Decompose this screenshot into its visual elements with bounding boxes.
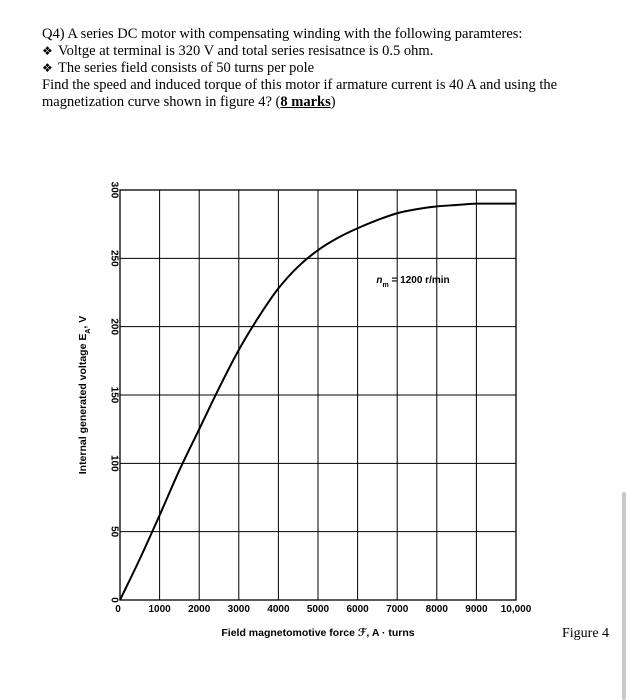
question-heading: Q4) A series DC motor with compensating winding with the following paramteres: (42, 26, 523, 42)
annotation-subscript: m (382, 281, 389, 289)
x-tick-label: 7000 (386, 604, 409, 615)
y-tick-label: 250 (108, 249, 120, 267)
y-tick-label: 0 (108, 597, 120, 603)
x-tick-label: 6000 (346, 604, 369, 615)
scrollbar[interactable] (622, 492, 626, 700)
speed-annotation (376, 275, 449, 289)
y-axis-label-main: Internal generated voltage E (77, 333, 89, 475)
figure-caption: Figure 4 (562, 626, 610, 641)
x-tick-label: 2000 (188, 604, 211, 615)
x-tick-label: 4000 (267, 604, 290, 615)
chart-grid (120, 190, 516, 600)
diamond-star-icon: ❖ (42, 61, 53, 75)
bullet-text: Voltge at terminal is 320 V and total series resisatnce is 0.5 ohm. (58, 43, 434, 59)
x-tick-label: 10,000 (500, 604, 532, 615)
bullet-text: The series field consists of 50 turns per pole (58, 60, 315, 76)
x-tick-label: 5000 (306, 604, 330, 615)
y-tick-label: 200 (108, 318, 120, 336)
x-tick-label: 0 (115, 604, 121, 615)
diamond-star-icon: ❖ (42, 44, 53, 58)
y-tick-label: 300 (108, 181, 120, 199)
y-axis-label-subscript: A (84, 328, 92, 334)
task-line-suffix: ) (330, 94, 336, 110)
x-tick-label: 9000 (465, 604, 488, 615)
y-axis-label (77, 316, 92, 475)
y-tick-label: 50 (108, 526, 120, 538)
annotation-text: = 1200 r/min (388, 274, 450, 286)
x-tick-label: 3000 (227, 604, 250, 615)
task-line-prefix: magnetization curve shown in figure 4? ( (42, 94, 281, 110)
task-line: Find the speed and induced torque of this motor if armature current is 40 A and using the (42, 77, 558, 93)
x-axis-label: Field magnetomotive force ℱ, A · turns (221, 627, 415, 639)
axis-ticks (109, 182, 532, 615)
y-axis-label-unit: , V (77, 315, 89, 329)
x-tick-label: 8000 (425, 604, 448, 615)
x-tick-label: 1000 (148, 604, 171, 615)
y-tick-label: 150 (108, 386, 120, 404)
y-tick-label: 100 (108, 454, 120, 472)
annotation-symbol: n (376, 274, 383, 286)
marks-label: 8 marks (280, 94, 331, 110)
